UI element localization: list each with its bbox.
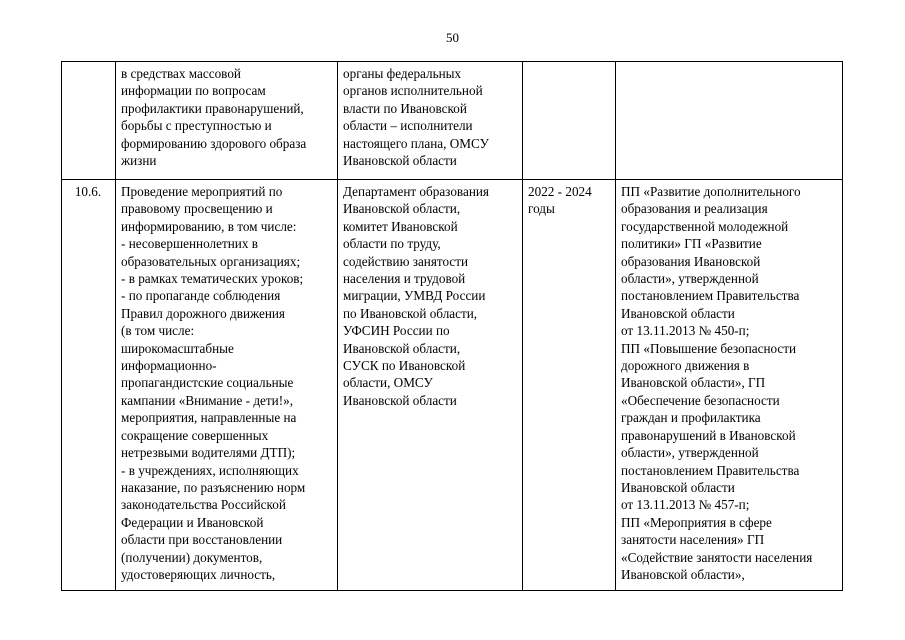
cell-text-line: Ивановской области», ГП bbox=[621, 375, 766, 391]
cell-text-line: борьбы с преступностью и bbox=[121, 118, 272, 134]
cell-text-line: комитет Ивановской bbox=[343, 218, 458, 234]
cell-text-line: ПП «Повышение безопасности bbox=[621, 340, 797, 356]
cell-text-line: мероприятия, направленные на bbox=[121, 410, 297, 426]
cell-text-line: сокращение совершенных bbox=[121, 427, 269, 443]
cell-text-line: - по пропаганде соблюдения bbox=[121, 288, 281, 304]
cell-text-line: - в рамках тематических уроков; bbox=[121, 271, 304, 287]
cell-text-line: по Ивановской области, bbox=[343, 305, 478, 321]
cell-text-line: СУСК по Ивановской bbox=[343, 358, 466, 374]
cell-text-line: Ивановской области bbox=[621, 305, 735, 321]
cell-text-line: - несовершеннолетних в bbox=[121, 236, 258, 252]
cell-text-line: удостоверяющих личность, bbox=[121, 566, 276, 582]
table-row-10-6 bbox=[62, 180, 843, 591]
cell-text-line: Ивановской области bbox=[343, 392, 457, 408]
cell-text-line: области по труду, bbox=[343, 236, 441, 252]
period-cell bbox=[523, 180, 616, 591]
cell-text-line: области – исполнители bbox=[343, 118, 473, 134]
cell-text-line: от 13.11.2013 № 457-п; bbox=[621, 497, 750, 513]
cell-text-line: области», утвержденной bbox=[621, 271, 759, 287]
cell-text-line: кампании «Внимание - дети!», bbox=[121, 392, 294, 408]
cell-text-line: миграции, УМВД России bbox=[343, 288, 486, 304]
cell-text-line: 2022 - 2024 bbox=[528, 184, 592, 199]
activity-cell bbox=[116, 180, 338, 591]
cell-text-line: широкомасштабные bbox=[121, 340, 234, 356]
cell-text-line: правонарушений в Ивановской bbox=[621, 427, 796, 443]
cell-text-line: наказание, по разъяснению норм bbox=[121, 479, 306, 495]
cell-text-line: области», утвержденной bbox=[621, 445, 759, 461]
cell-text-line: образовательных организациях; bbox=[121, 253, 301, 269]
cell-text-line: в средствах массовой bbox=[121, 66, 241, 81]
cell-text-line: Ивановской области bbox=[621, 479, 735, 495]
cell-text-line: Ивановской области», bbox=[621, 566, 745, 582]
program-cell bbox=[616, 180, 843, 591]
cell-text-line: области при восстановлении bbox=[121, 532, 283, 548]
cell-text-line: (получении) документов, bbox=[121, 549, 263, 565]
cell-text-line: формированию здорового образа bbox=[121, 135, 307, 151]
cell-text-line: законодательства Российской bbox=[121, 497, 286, 513]
table-row-continuation bbox=[62, 62, 843, 180]
plan-table bbox=[61, 61, 843, 591]
cell-text-line: Проведение мероприятий по bbox=[121, 184, 283, 199]
cell-text-line: жизни bbox=[121, 153, 157, 169]
cell-text-line: государственной молодежной bbox=[621, 218, 789, 234]
cell-text-line: годы bbox=[528, 201, 555, 217]
cell-text-line: граждан и профилактика bbox=[621, 410, 761, 426]
cell-text-line: постановлением Правительства bbox=[621, 462, 800, 478]
cell-text-line: Ивановской области, bbox=[343, 340, 461, 356]
activity-cell bbox=[116, 62, 338, 180]
cell-text-line: настоящего плана, ОМСУ bbox=[343, 135, 489, 151]
cell-text-line: информационно- bbox=[121, 358, 217, 374]
cell-text-line: от 13.11.2013 № 450-п; bbox=[621, 323, 750, 339]
cell-text-line: занятости населения» ГП bbox=[621, 532, 765, 548]
cell-text-line: пропагандистские социальные bbox=[121, 375, 294, 391]
cell-text-line: Ивановской области bbox=[343, 153, 457, 169]
cell-text-line: органы федеральных bbox=[343, 66, 462, 81]
program-cell bbox=[616, 62, 843, 180]
item-number-cell bbox=[62, 62, 116, 180]
cell-text-line: «Обеспечение безопасности bbox=[621, 392, 780, 408]
cell-text-line: органов исполнительной bbox=[343, 83, 483, 99]
cell-text-line: ПП «Развитие дополнительного bbox=[621, 184, 801, 199]
item-number-cell: 10.6. bbox=[62, 180, 116, 591]
cell-text-line: образования Ивановской bbox=[621, 253, 761, 269]
cell-text-line: Департамент образования bbox=[343, 184, 489, 199]
cell-text-line: информированию, в том числе: bbox=[121, 218, 297, 234]
executors-cell bbox=[338, 180, 523, 591]
cell-text-line: профилактики правонарушений, bbox=[121, 100, 304, 116]
cell-text-line: нетрезвыми водителями ДТП); bbox=[121, 445, 296, 461]
cell-text-line: дорожного движения в bbox=[621, 358, 750, 374]
cell-text-line: власти по Ивановской bbox=[343, 100, 467, 116]
cell-text-line: «Содействие занятости населения bbox=[621, 549, 813, 565]
cell-text-line: политики» ГП «Развитие bbox=[621, 236, 762, 252]
page-number: 50 bbox=[446, 30, 459, 45]
cell-text-line: Федерации и Ивановской bbox=[121, 514, 264, 530]
cell-text-line: содействию занятости bbox=[343, 253, 469, 269]
cell-text-line: населения и трудовой bbox=[343, 271, 466, 287]
cell-text-line: постановлением Правительства bbox=[621, 288, 800, 304]
cell-text-line: - в учреждениях, исполняющих bbox=[121, 462, 299, 478]
cell-text-line: ПП «Мероприятия в сфере bbox=[621, 514, 772, 530]
cell-text-line: (в том числе: bbox=[121, 323, 195, 339]
cell-text-line: Правил дорожного движения bbox=[121, 305, 285, 321]
cell-text-line: области, ОМСУ bbox=[343, 375, 433, 391]
executors-cell bbox=[338, 62, 523, 180]
cell-text-line: информации по вопросам bbox=[121, 83, 266, 99]
cell-text-line: Ивановской области, bbox=[343, 201, 461, 217]
period-cell bbox=[523, 62, 616, 180]
cell-text-line: образования и реализация bbox=[621, 201, 768, 217]
cell-text-line: правовому просвещению и bbox=[121, 201, 273, 217]
cell-text-line: УФСИН России по bbox=[343, 323, 450, 339]
